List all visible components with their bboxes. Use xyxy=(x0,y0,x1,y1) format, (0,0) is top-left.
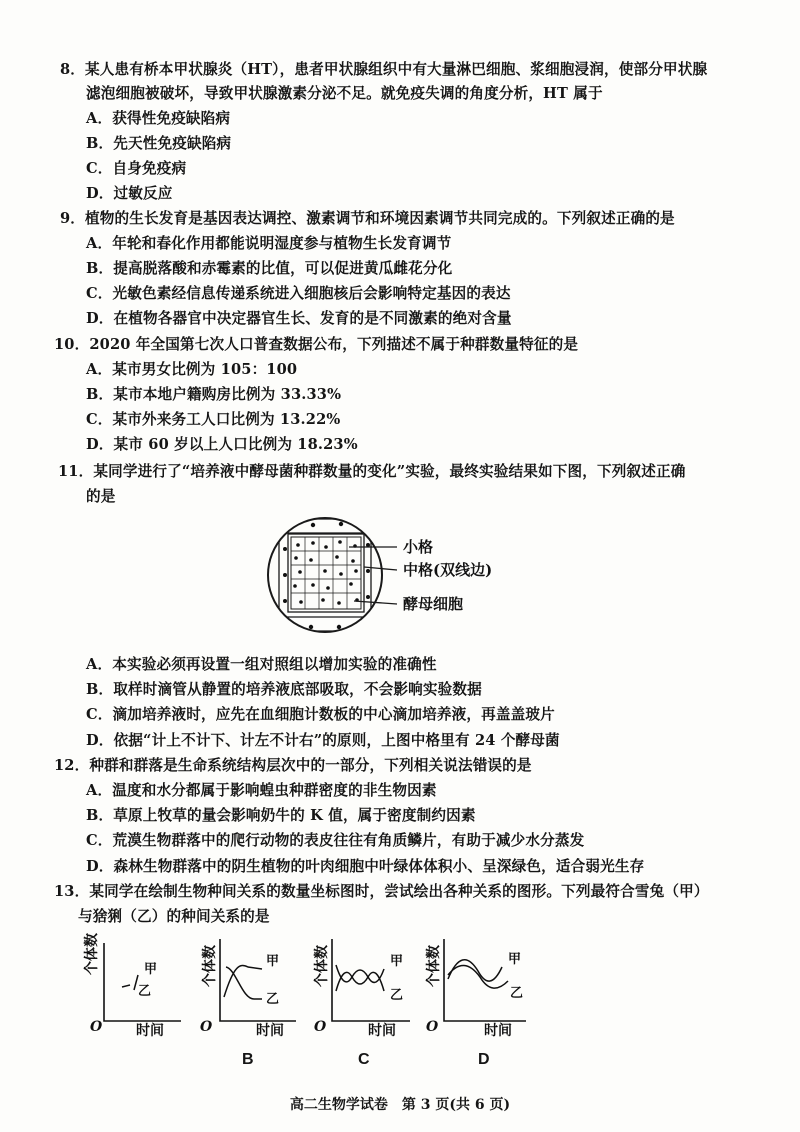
graph-d-ylabel: 个体数 xyxy=(426,945,442,987)
q11-stem-line1: 11．某同学进行了“培养液中酵母菌种群数量的变化”实验，最终实验结果如下图，下列叙述正确 xyxy=(58,463,686,480)
q8-option-d: D．过敏反应 xyxy=(86,185,173,202)
graph-b-ylabel: 个体数 xyxy=(202,945,218,987)
figure-label-yeast-cell: 酵母细胞 xyxy=(403,595,464,613)
graph-a-ylabel: 个体数 xyxy=(84,933,100,975)
q11-stem-line2: 的是 xyxy=(86,488,116,505)
q9-option-d: D．在植物各器官中决定器官生长、发育的是不同激素的绝对含量 xyxy=(86,310,512,327)
hemocytometer-figure xyxy=(265,505,545,645)
q13-stem-line2: 与猞猁（乙）的种间关系的是 xyxy=(78,908,270,925)
graph-d-label-jia: 甲 xyxy=(508,952,522,967)
q9-option-a: A．年轮和春化作用都能说明湿度参与植物生长发育调节 xyxy=(86,235,452,252)
q9-stem: 9．植物的生长发育是基因表达调控、激素调节和环境因素调节共同完成的。下列叙述正确的是 xyxy=(60,210,675,227)
graph-d-letter: D xyxy=(478,1051,490,1068)
graph-b-label-jia: 甲 xyxy=(266,954,280,969)
graph-b-label-yi: 乙 xyxy=(266,992,280,1007)
q11-option-d: D．依据“计上不计下、计左不计右”的原则，上图中格里有 24 个酵母菌 xyxy=(86,732,560,749)
graph-b-letter: B xyxy=(242,1051,254,1068)
graph-a-label-yi: 乙 xyxy=(138,984,152,999)
q12-option-d: D．森林生物群落中的阴生植物的叶肉细胞中叶绿体体积小、呈深绿色，适合弱光生存 xyxy=(86,858,645,875)
q10-option-d: D．某市 60 岁以上人口比例为 18.23% xyxy=(86,436,358,453)
q9-option-b: B．提高脱落酸和赤霉素的比值，可以促进黄瓜雌花分化 xyxy=(86,260,453,277)
graph-a-xlabel: 时间 xyxy=(136,1023,164,1039)
graph-b xyxy=(196,935,301,1039)
graph-c-letter: C xyxy=(358,1051,370,1068)
figure-label-small-square: 小格 xyxy=(403,538,434,556)
q11-option-b: B．取样时滴管从静置的培养液底部吸取，不会影响实验数据 xyxy=(86,681,482,698)
graph-c-ylabel: 个体数 xyxy=(314,945,330,987)
graph-c-label-yi: 乙 xyxy=(390,988,404,1003)
graph-d-origin: O xyxy=(426,1019,439,1035)
graph-c-xlabel: 时间 xyxy=(368,1023,396,1039)
q10-stem: 10．2020 年全国第七次人口普查数据公布，下列描述不属于种群数量特征的是 xyxy=(54,336,579,353)
figure-label-middle-square: 中格(双线边) xyxy=(403,561,493,579)
q8-stem-line2: 滤泡细胞被破坏，导致甲状腺激素分泌不足。就免疫失调的角度分析，HT 属于 xyxy=(86,85,603,102)
graph-a-origin: O xyxy=(90,1019,103,1035)
q11-option-a: A．本实验必须再设置一组对照组以增加实验的准确性 xyxy=(86,656,437,673)
q8-option-c: C．自身免疫病 xyxy=(86,160,187,177)
q8-option-b: B．先天性免疫缺陷病 xyxy=(86,135,232,152)
q13-stem-line1: 13．某同学在绘制生物种间关系的数量坐标图时，尝试绘出各种关系的图形。下列最符合雪兔（甲） xyxy=(54,883,709,900)
graph-b-origin: O xyxy=(200,1019,213,1035)
q9-option-c: C．光敏色素经信息传递系统进入细胞核后会影响特定基因的表达 xyxy=(86,285,511,302)
q8-option-a: A．获得性免疫缺陷病 xyxy=(86,110,231,127)
graph-b-xlabel: 时间 xyxy=(256,1023,284,1039)
graph-d-label-yi: 乙 xyxy=(510,986,524,1001)
graph-a-label-jia: 甲 xyxy=(144,962,158,977)
q8-stem-line1: 8．某人患有桥本甲状腺炎（HT），患者甲状腺组织中有大量淋巴细胞、浆细胞浸润，使部分甲状腺 xyxy=(60,61,708,78)
graph-d xyxy=(422,935,532,1039)
graph-c-origin: O xyxy=(314,1019,327,1035)
q12-stem: 12．种群和群落是生命系统结构层次中的一部分，下列相关说法错误的是 xyxy=(54,757,532,774)
q12-option-b: B．草原上牧草的量会影响奶牛的 K 值，属于密度制约因素 xyxy=(86,807,476,824)
q10-option-c: C．某市外来务工人口比例为 13.22% xyxy=(86,411,341,428)
q10-option-a: A．某市男女比例为 105：100 xyxy=(86,361,298,378)
q12-option-a: A．温度和水分都属于影响蝗虫种群密度的非生物因素 xyxy=(86,782,437,799)
page-footer: 高二生物学试卷 第 3 页(共 6 页) xyxy=(289,1097,511,1113)
graph-a xyxy=(84,933,186,1039)
q12-option-c: C．荒漠生物群落中的爬行动物的表皮往往有角质鳞片，有助于减少水分蒸发 xyxy=(86,832,585,849)
graph-c xyxy=(310,935,415,1039)
graph-d-xlabel: 时间 xyxy=(484,1023,512,1039)
q10-option-b: B．某市本地户籍购房比例为 33.33% xyxy=(86,386,342,403)
graph-c-label-jia: 甲 xyxy=(390,954,404,969)
q11-option-c: C．滴加培养液时，应先在血细胞计数板的中心滴加培养液，再盖盖玻片 xyxy=(86,706,555,723)
